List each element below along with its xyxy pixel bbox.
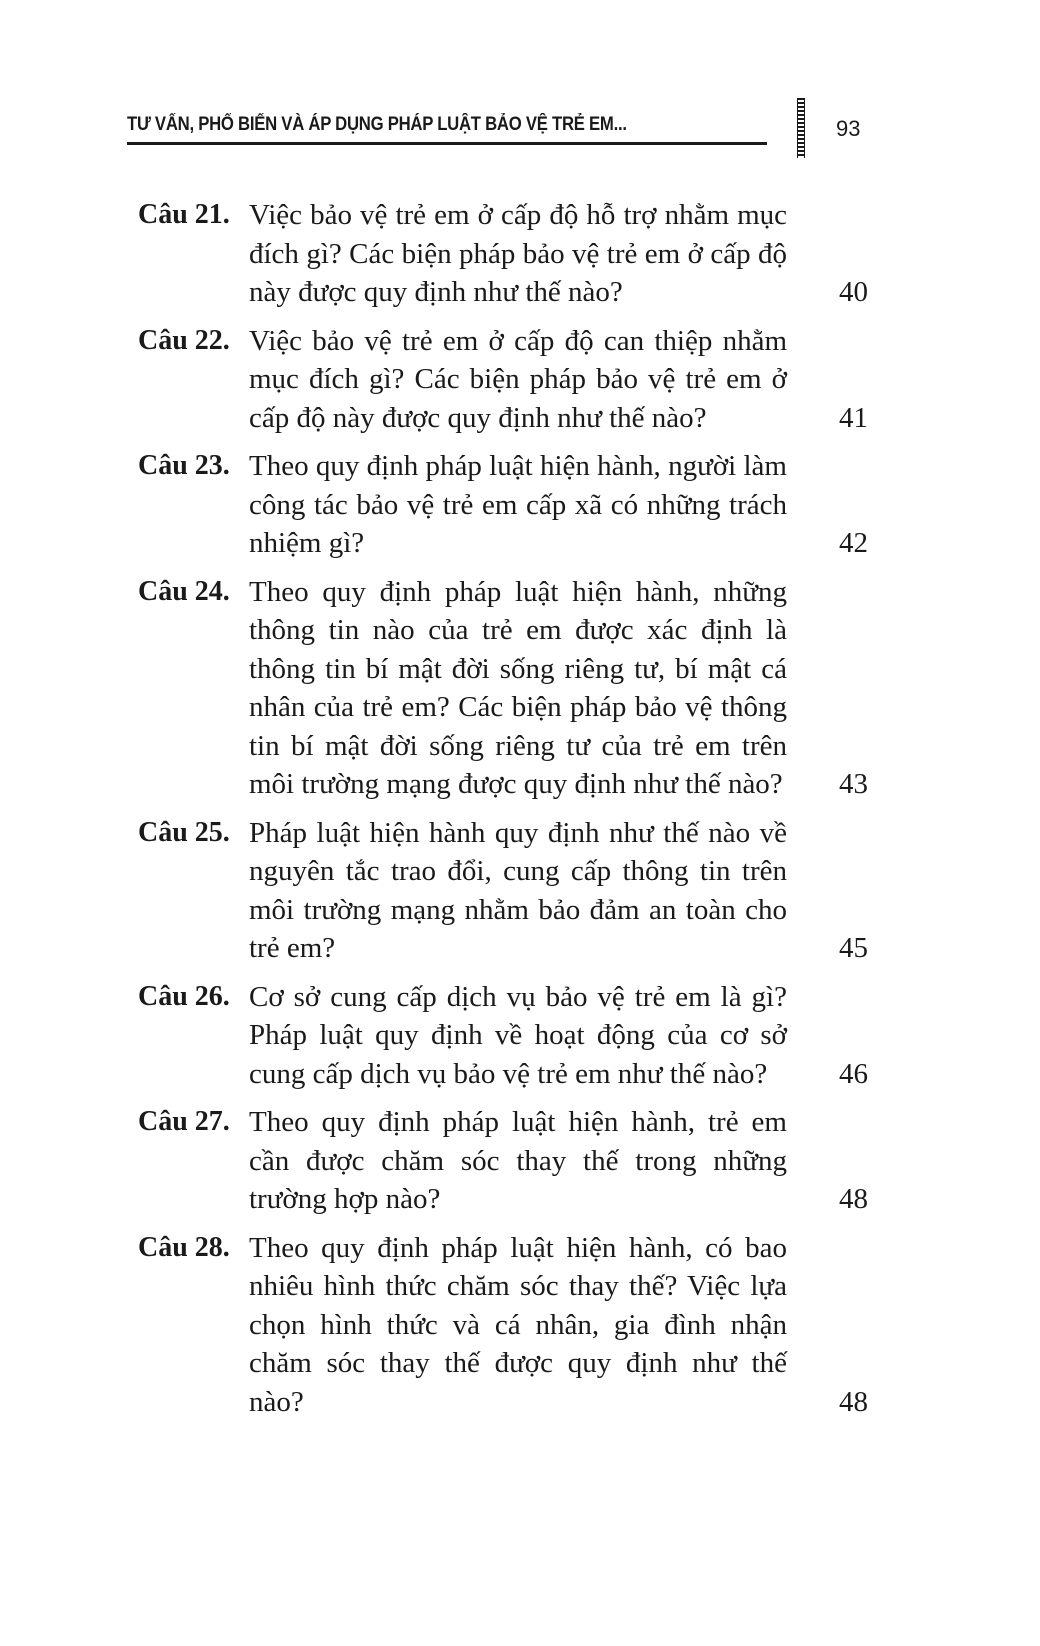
page-number: 93 (836, 116, 861, 141)
toc-entry (138, 814, 868, 968)
toc-entry-text: Theo quy định pháp luật hiện hành, người làm công tác bảo vệ trẻ em cấp xã có những trách nhiệm gì? (249, 450, 787, 559)
toc-entry-page: 43 (839, 768, 868, 800)
toc-entry-text: Theo quy định pháp luật hiện hành, những thông tin nào của trẻ em được xác định là thông tin bí mật đời sống riêng tư, bí mật cá nhân của trẻ em? Các biện pháp bảo vệ thông tin bí mật đời sống riêng tư của trẻ em trên môi trường mạng được quy định như thế nào? (249, 575, 787, 800)
toc-entry-text: Pháp luật hiện hành quy định như thế nào về nguyên tắc trao đổi, cung cấp thông tin trên môi trường mạng nhằm bảo đảm an toàn cho trẻ em? (249, 816, 787, 964)
toc-entry-label: Câu 25. (138, 816, 230, 848)
toc-entry-page: 48 (839, 1385, 868, 1418)
toc-entry (138, 1103, 868, 1219)
header-ornament (797, 98, 805, 158)
toc-entry-label: Câu 22. (138, 324, 230, 356)
toc-entry-label: Câu 24. (138, 575, 230, 607)
running-header (127, 108, 767, 148)
toc-entry-page: 46 (839, 1057, 868, 1090)
toc-entry (138, 573, 868, 804)
table-of-contents (138, 196, 868, 1431)
toc-entry-text: Việc bảo vệ trẻ em ở cấp độ can thiệp nhằm mục đích gì? Các biện pháp bảo vệ trẻ em ở cấp độ này được quy định như thế nào? (249, 324, 787, 434)
toc-entry-text: Theo quy định pháp luật hiện hành, trẻ em cần được chăm sóc thay thế trong những trường hợp nào? (249, 1106, 787, 1215)
toc-entry (138, 447, 868, 563)
toc-entry-text: Việc bảo vệ trẻ em ở cấp độ hỗ trợ nhằm mục đích gì? Các biện pháp bảo vệ trẻ em ở cấp độ này được quy định như thế nào? (249, 199, 787, 308)
toc-entry (138, 978, 868, 1094)
toc-entry-text: Theo quy định pháp luật hiện hành, có bao nhiêu hình thức chăm sóc thay thế? Việc lựa chọn hình thức và cá nhân, gia đình nhận chăm sóc thay thế được quy định như thế nào? (249, 1231, 787, 1418)
toc-entry-label: Câu 27. (138, 1106, 230, 1137)
header-rule (127, 142, 767, 145)
toc-entry-label: Câu 21. (138, 199, 230, 230)
toc-entry-page: 48 (839, 1183, 868, 1215)
toc-entry-page: 42 (839, 527, 868, 559)
toc-entry-text: Cơ sở cung cấp dịch vụ bảo vệ trẻ em là gì? Pháp luật quy định về hoạt động của cơ sở cung cấp dịch vụ bảo vệ trẻ em như thế nào? (249, 980, 787, 1090)
toc-entry-label: Câu 28. (138, 1231, 230, 1263)
toc-entry-page: 41 (839, 401, 868, 434)
toc-entry-page: 45 (839, 932, 868, 964)
toc-entry-page: 40 (839, 276, 868, 308)
toc-entry (138, 322, 868, 438)
toc-entry-label: Câu 23. (138, 450, 230, 481)
running-header-title: TƯ VẤN, PHỔ BIẾN VÀ ÁP DỤNG PHÁP LUẬT BẢO VỆ TRẺ EM... (127, 114, 627, 135)
toc-entry (138, 1229, 868, 1422)
toc-entry (138, 196, 868, 312)
toc-entry-label: Câu 26. (138, 980, 230, 1012)
